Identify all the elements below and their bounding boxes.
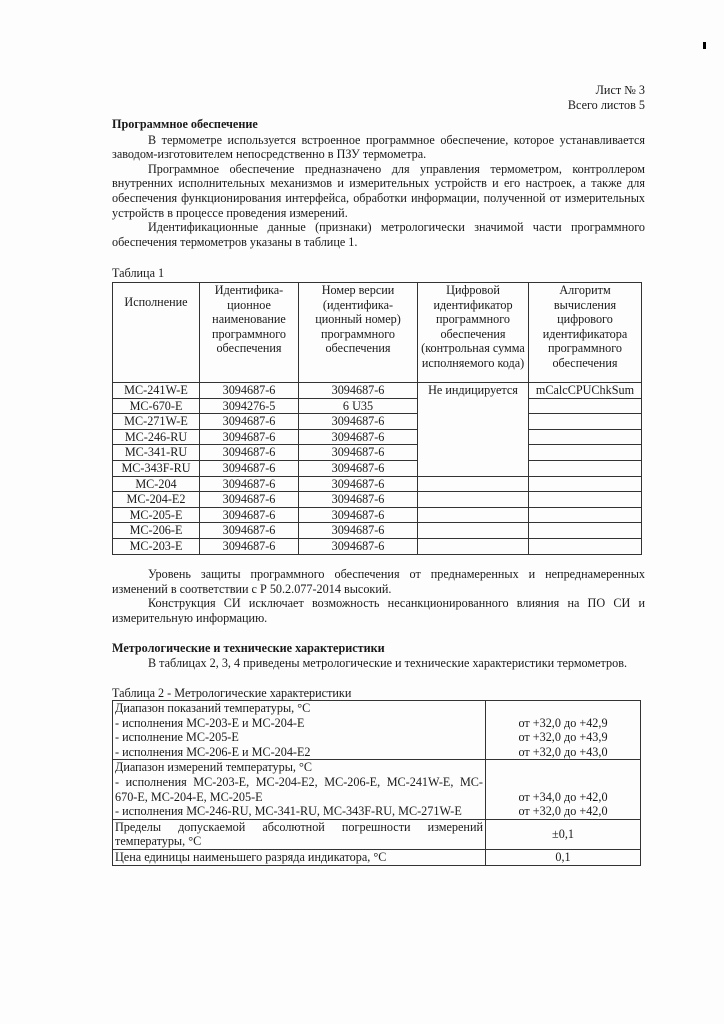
characteristic-cell — [113, 849, 486, 865]
table-row — [113, 398, 642, 414]
characteristic-line: - исполнения MC-203-E и MC-204-E — [115, 715, 305, 730]
paragraph: Конструкция СИ исключает возможность несанкционированного влияния на ПО СИ и измерительную информацию. — [112, 596, 645, 625]
software-id-table — [112, 282, 642, 555]
table-row — [113, 476, 642, 492]
algorithm-cell — [529, 460, 642, 476]
variant-cell: MC-203-E — [113, 538, 200, 554]
variant-cell: MC-246-RU — [113, 429, 200, 445]
variant-cell: MC-343F-RU — [113, 460, 200, 476]
table-row — [113, 819, 641, 849]
version-cell: 3094687-6 — [299, 538, 418, 554]
software-section — [112, 117, 645, 249]
variant-cell: MC-205-E — [113, 507, 200, 523]
algorithm-cell — [529, 507, 642, 523]
table-row — [113, 383, 642, 399]
checksum-cell: Не индицируется — [418, 383, 529, 477]
sw-name-cell: 3094687-6 — [200, 445, 299, 461]
metrological-table — [112, 700, 641, 866]
table-row — [113, 701, 641, 760]
sw-name-cell: 3094687-6 — [200, 460, 299, 476]
scan-mark — [703, 42, 706, 49]
characteristic-line: - исполнение MC-205-E — [115, 730, 239, 745]
checksum-cell — [418, 538, 529, 554]
version-cell: 3094687-6 — [299, 429, 418, 445]
sw-name-cell: 3094687-6 — [200, 414, 299, 430]
characteristic-line: Цена единицы наименьшего разряда индикатора, °С — [115, 849, 387, 864]
characteristic-line: - исполнения MC-246-RU, MC-341-RU, MC-343F-RU, MC-271W-E — [115, 804, 462, 819]
table2-caption: Таблица 2 - Метрологические характеристики — [112, 686, 352, 700]
paragraph: Идентификационные данные (признаки) метрологически значимой части программного обеспечения термометров указаны в таблице 1. — [112, 220, 645, 249]
paragraph: В таблицах 2, 3, 4 приведены метрологические и технические характеристики термометров. — [148, 655, 628, 670]
sheet-number: Лист № 3 — [595, 83, 645, 97]
sw-name-cell: 3094276-5 — [200, 398, 299, 414]
characteristic-cell — [113, 760, 486, 819]
variant-cell: MC-670-E — [113, 398, 200, 414]
table-row — [113, 460, 642, 476]
characteristic-line: - исполнения MC-203-E, MC-204-E2, MC-206-E, MC-241W-E, MC-670-E, MC-204-E, MC-205-E — [115, 774, 483, 804]
variant-cell: MC-271W-E — [113, 414, 200, 430]
value-cell — [486, 760, 641, 819]
sw-name-cell: 3094687-6 — [200, 538, 299, 554]
sw-name-cell: 3094687-6 — [200, 507, 299, 523]
algorithm-cell — [529, 414, 642, 430]
table1-caption: Таблица 1 — [112, 266, 165, 280]
value-cell — [486, 819, 641, 849]
table-row — [113, 507, 642, 523]
checksum-cell — [418, 492, 529, 508]
table-row — [113, 523, 642, 539]
table-row — [113, 492, 642, 508]
col-header: Номер версии (идентифика-ционный номер) программного обеспечения — [299, 283, 418, 383]
algorithm-cell — [529, 445, 642, 461]
algorithm-cell — [529, 538, 642, 554]
paragraph: Программное обеспечение предназначено для управления термометром, контроллером внутренних исполнительных механизмов и измерительных устройств и его настроек, а также для обеспечения функционирования интерфейса, обработки информации, полученной от измерительных устройств в процессе проведения измерений. — [112, 161, 645, 220]
checksum-cell — [418, 476, 529, 492]
paragraph: В термометре используется встроенное программное обеспечение, которое устанавливается заводом-изготовителем непосредственно в ПЗУ термометра. — [112, 132, 645, 162]
variant-cell: MC-204 — [113, 476, 200, 492]
variant-cell: MC-206-E — [113, 523, 200, 539]
variant-cell: MC-341-RU — [113, 445, 200, 461]
col-header: Алгоритм вычисления цифрового идентификатора программного обеспечения — [529, 283, 642, 383]
section-heading: Программное обеспечение — [112, 117, 258, 131]
variant-cell: MC-241W-E — [113, 383, 200, 399]
algorithm-cell — [529, 492, 642, 508]
version-cell: 3094687-6 — [299, 492, 418, 508]
checksum-cell — [418, 523, 529, 539]
characteristic-line: - исполнения MC-206-E и MC-204-E2 — [115, 744, 311, 759]
characteristic-cell — [113, 819, 486, 849]
characteristic-line: Пределы допускаемой абсолютной погрешности измерений температуры, °С — [115, 819, 483, 849]
version-cell: 3094687-6 — [299, 523, 418, 539]
sheet-total: Всего листов 5 — [567, 98, 645, 112]
table-row — [113, 760, 641, 819]
version-cell: 3094687-6 — [299, 460, 418, 476]
value-cell — [486, 849, 641, 865]
characteristic-cell — [113, 701, 486, 760]
version-cell: 3094687-6 — [299, 383, 418, 399]
value-line: от +32,0 до +43,0 — [518, 744, 608, 759]
table-row — [113, 414, 642, 430]
table-row — [113, 429, 642, 445]
sw-name-cell: 3094687-6 — [200, 492, 299, 508]
col-header: Цифровой идентификатор программного обеспечения (контрольная сумма исполняемого кода) — [418, 283, 529, 383]
sw-name-cell: 3094687-6 — [200, 523, 299, 539]
characteristic-line: Диапазон показаний температуры, °С — [115, 701, 311, 715]
characteristic-line: Диапазон измерений температуры, °С — [115, 760, 313, 775]
table-row — [113, 538, 642, 554]
protection-section — [112, 567, 645, 625]
algorithm-cell: mCalcCPUChkSum — [529, 383, 642, 399]
version-cell: 3094687-6 — [299, 414, 418, 430]
value-line: от +32,0 до +42,9 — [518, 715, 608, 730]
metro-section — [112, 641, 645, 670]
value-cell — [486, 701, 641, 760]
col-header: Исполнение — [113, 283, 200, 383]
value-line: от +32,0 до +43,9 — [518, 730, 608, 745]
value-line: 0,1 — [555, 849, 571, 864]
version-cell: 3094687-6 — [299, 476, 418, 492]
sheet-header — [450, 83, 645, 113]
paragraph: Уровень защиты программного обеспечения от преднамеренных и непреднамеренных изменений в соответствии с Р 50.2.077-2014 высокий. — [112, 567, 645, 596]
sw-name-cell: 3094687-6 — [200, 383, 299, 399]
sw-name-cell: 3094687-6 — [200, 476, 299, 492]
value-line: от +32,0 до +42,0 — [518, 804, 608, 819]
variant-cell: MC-204-E2 — [113, 492, 200, 508]
section-heading: Метрологические и технические характеристики — [112, 641, 385, 655]
version-cell: 3094687-6 — [299, 507, 418, 523]
sw-name-cell: 3094687-6 — [200, 429, 299, 445]
table-row — [113, 445, 642, 461]
algorithm-cell — [529, 476, 642, 492]
table-header-row — [113, 283, 642, 383]
algorithm-cell — [529, 523, 642, 539]
col-header: Идентифика-ционное наименование программного обеспечения — [200, 283, 299, 383]
table-row — [113, 849, 641, 865]
algorithm-cell — [529, 429, 642, 445]
version-cell: 3094687-6 — [299, 445, 418, 461]
version-cell: 6 U35 — [299, 398, 418, 414]
value-line: ±0,1 — [552, 827, 574, 842]
value-line: от +34,0 до +42,0 — [518, 789, 608, 804]
checksum-cell — [418, 507, 529, 523]
algorithm-cell — [529, 398, 642, 414]
